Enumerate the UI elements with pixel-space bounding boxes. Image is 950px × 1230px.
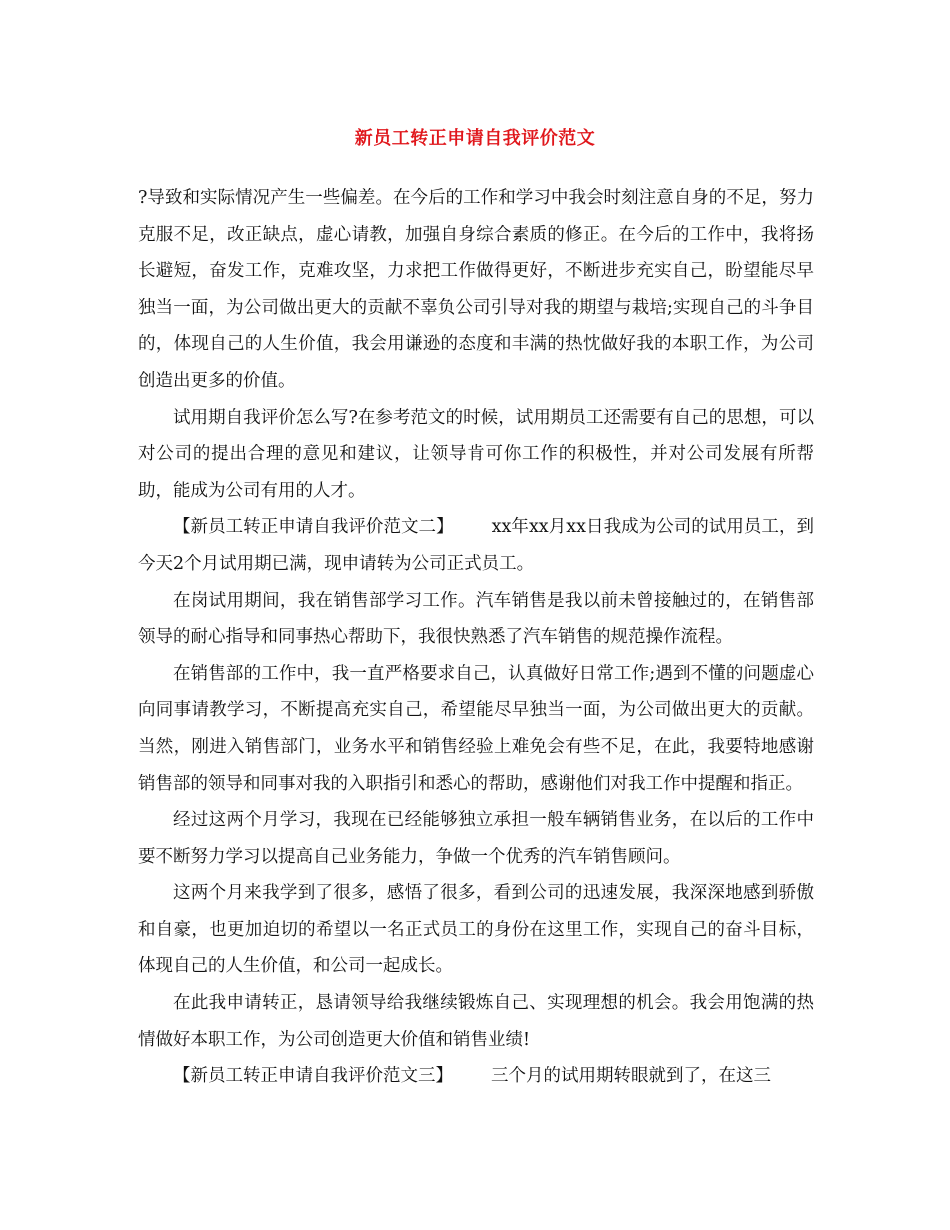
paragraph-4: 在岗试用期间，我在销售部学习工作。汽车销售是我以前未曾接触过的，在销售部领导的耐心指导和同事热心帮助下，我很快熟悉了汽车销售的规范操作流程。 [138, 590, 814, 648]
paragraph-6: 经过这两个月学习，我现在已经能够独立承担一般车辆销售业务，在以后的工作中要不断努力学习以提高自己业务能力，争做一个优秀的汽车销售顾问。 [138, 810, 814, 867]
paragraph-5: 在销售部的工作中，我一直严格要求自己，认真做好日常工作;遇到不懂的问题虚心向同事请教学习，不断提高充实自己，希望能尽早独当一面，为公司做出更大的贡献。当然，刚进入销售部门，业务水平和销售经验上难免会有些不足，在此，我要特地感谢销售部的领导和同事对我的入职指引和悉心的帮助，感谢他们对我工作中提醒和指正。 [138, 663, 814, 794]
paragraph-9-text: 三个月的试用期转眼就到了，在这三 [491, 1066, 771, 1087]
paragraph-3-text: xx年xx月xx日我成为公司的试用员工，到今天2个月试用期已满，现申请转为公司正式员工。 [138, 517, 815, 574]
section-heading-2: 【新员工转正申请自我评价范文二】 [173, 517, 454, 538]
paragraph-2: 试用期自我评价怎么写?在参考范文的时候，试用期员工还需要有自己的思想，可以对公司的提出合理的意见和建议，让领导肯可你工作的积极性，并对公司发展有所帮助，能成为公司有用的人才。 [138, 407, 814, 501]
paragraph-1: ?导致和实际情况产生一些偏差。在今后的工作和学习中我会时刻注意自身的不足，努力克服不足，改正缺点，虚心请教，加强自身综合素质的修正。在今后的工作中，我将扬长避短，奋发工作，克难攻坚，力求把工作做得更好，不断进步充实自己，盼望能尽早独当一面，为公司做出更大的贡献不辜负公司引导对我的期望与栽培;实现自己的斗争目的，体现自己的人生价值，我会用谦逊的态度和丰满的热忱做好我的本职工作，为公司创造出更多的价值。 [138, 188, 814, 391]
paragraph-3 [138, 509, 814, 582]
paragraph-9 [138, 1058, 814, 1095]
paragraph-8: 在此我申请转正，恳请领导给我继续锻炼自己、实现理想的机会。我会用饱满的热情做好本职工作，为公司创造更大价值和销售业绩! [138, 993, 814, 1050]
paragraph-7: 这两个月来我学到了很多，感悟了很多，看到公司的迅速发展，我深深地感到骄傲和自豪，也更加迫切的希望以一名正式员工的身份在这里工作，实现自己的奋斗目标，体现自己的人生价值，和公司一起成长。 [138, 883, 814, 977]
section-heading-3: 【新员工转正申请自我评价范文三】 [173, 1066, 453, 1087]
document-title: 新员工转正申请自我评价范文 [354, 128, 596, 149]
document-body [138, 180, 814, 1095]
